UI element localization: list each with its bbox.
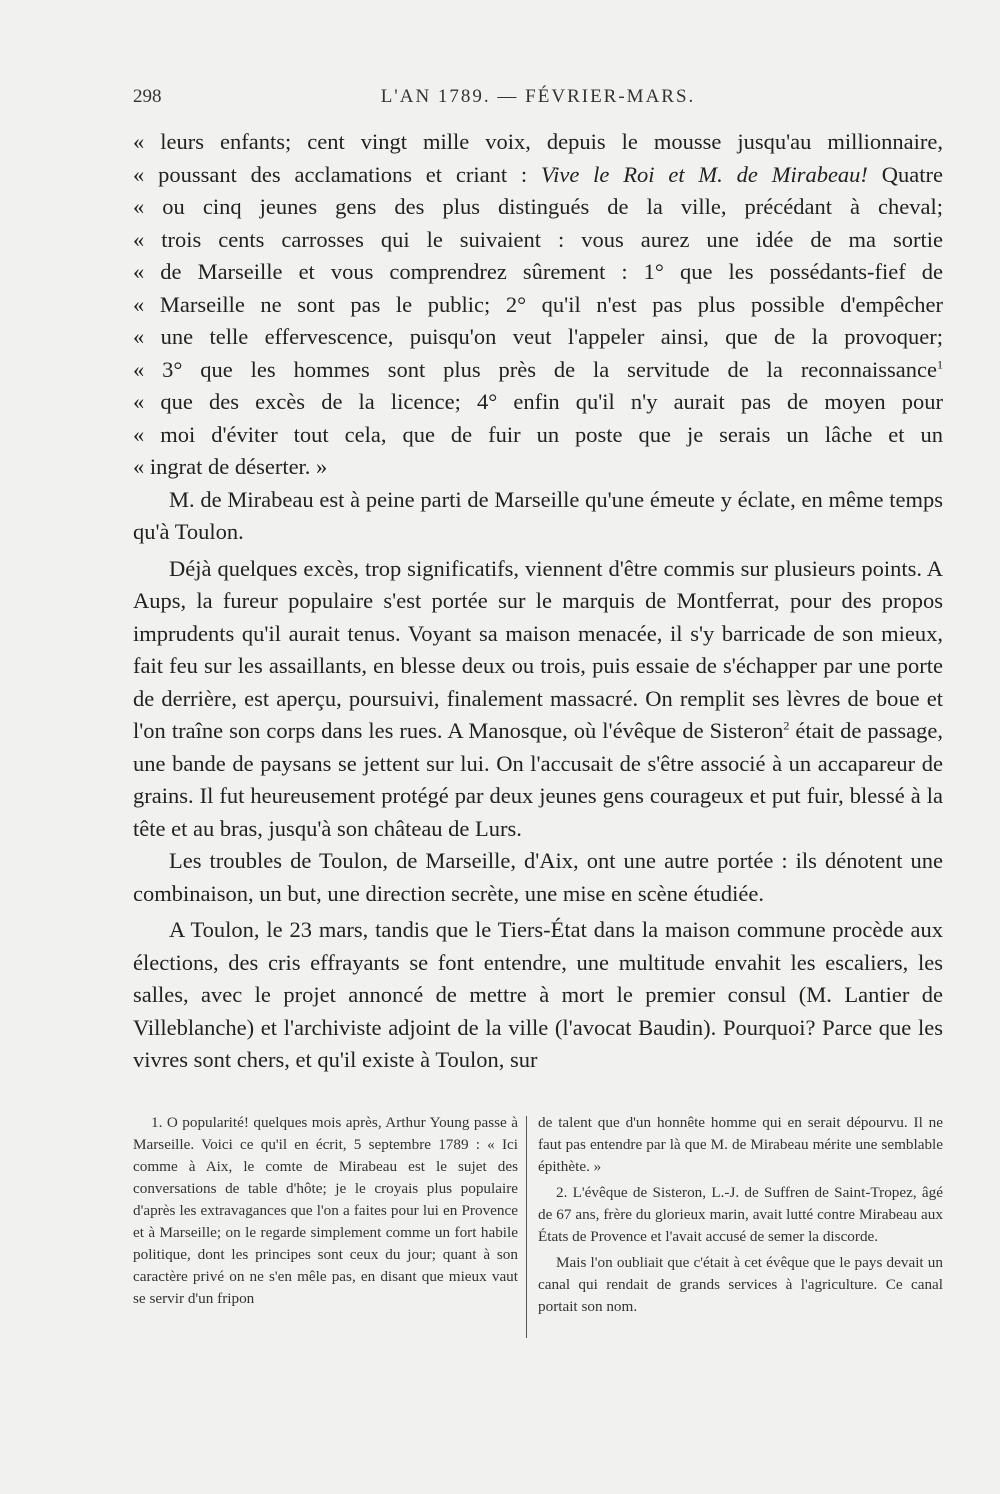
footnotes	[133, 1112, 943, 1342]
footnote-ref: 1	[937, 357, 943, 371]
paragraph	[133, 553, 943, 846]
footnote-column-right	[538, 1112, 943, 1322]
quote-line: « que des excès de la licence; 4° enfin qu'il n'y aurait pas de moyen pour	[133, 389, 943, 414]
footnote: 2. L'évêque de Sisteron, L.-J. de Suffren de Saint-Tropez, âgé de 67 ans, frère du glorieux marin, avait lutté contre Mirabeau aux États de Provence et l'avait accusé de semer la discorde.	[538, 1184, 943, 1245]
quote-line: « de Marseille et vous comprendrez sûrement : 1° que les possédants-fief de	[133, 259, 943, 284]
footnote-column-left	[133, 1112, 518, 1314]
quote-line: « Marseille ne sont pas le public; 2° qu'il n'est pas plus possible d'empêcher	[133, 291, 943, 317]
footnote: 1. O popularité! quelques mois après, Arthur Young passe à Marseille. Voici ce qu'il en écrit, 5 septembre 1789 : « Ici comme à Aix, le comte de Mirabeau est le sujet des conversations de table d'hôte; je le croyais plus populaire d'après les extravagances que l'on a faites pour lui en Provence et à Marseille; on le regarde simplement comme un fort habile politique, dont les principes sont ceux du jour; quant à son caractère privé on ne s'en mêle pas, en disant que mieux vaut se servir d'un fripon	[133, 1114, 518, 1307]
page-number: 298	[133, 86, 162, 107]
paragraph-text: Déjà quelques excès, trop significatifs, viennent d'être commis sur plusieurs points. A Aups, la fureur populaire s'est portée sur le marquis de Montferrat, pour des propos imprudents qu'il aurait tenus. Voyant sa maison menacée, il s'y barricade de son mieux, fait feu sur les assaillants, en blesse deux ou trois, puis essaie de s'échapper par une porte de derrière, est aperçu, poursuivi, finalement massacré. On remplit ses lèvres de boue et l'on traîne son corps dans les rues. A Manosque, où l'évêque de Sisteron	[133, 555, 943, 743]
quote-line: « trois cents carrosses qui le suivaient : vous aurez une idée de ma sortie	[133, 226, 943, 252]
footnote-ref: 2	[783, 718, 790, 733]
footnote: de talent que d'un honnête homme qui en serait dépourvu. Il ne faut pas entendre par là que M. de Mirabeau mérite une semblable épithète. »	[538, 1114, 943, 1175]
quote-line: « ingrat de déserter. »	[133, 454, 328, 479]
quote-line	[133, 354, 943, 387]
main-text	[133, 126, 943, 1077]
quote-italic: Vive le Roi et M. de Mirabeau!	[541, 161, 868, 187]
column-divider	[526, 1116, 527, 1338]
quote-line-text: « 3° que les hommes sont plus près de la servitude de la reconnaissance	[133, 356, 937, 382]
quote-line: « ou cinq jeunes gens des plus distingués de la ville, précédant à cheval;	[133, 194, 943, 219]
quote-line-text: « poussant des acclamations et criant :	[133, 161, 542, 187]
paragraph: A Toulon, le 23 mars, tandis que le Tiers-État dans la maison commune procède aux élections, des cris effrayants se font entendre, une multitude envahit les escaliers, les salles, avec le projet annoncé de mettre à mort le premier consul (M. Lantier de Villeblanche) et l'archiviste adjoint de la ville (l'avocat Baudin). Pourquoi? Parce que les vivres sont chers, et qu'il existe à Toulon, sur	[133, 917, 943, 1072]
running-title: L'AN 1789. — FÉVRIER-MARS.	[380, 86, 696, 107]
quote-line: « moi d'éviter tout cela, que de fuir un poste que je serais un lâche et un	[133, 421, 943, 447]
quote-line: « leurs enfants; cent vingt mille voix, depuis le mousse jusqu'au millionnaire,	[133, 129, 943, 154]
paragraph: M. de Mirabeau est à peine parti de Marseille qu'une émeute y éclate, en même temps qu'à Toulon.	[133, 486, 943, 544]
quotation-block	[133, 126, 943, 484]
quote-line: « une telle effervescence, puisqu'on veut l'appeler ainsi, que de la provoquer;	[133, 324, 943, 349]
quote-line-end: Quatre	[867, 161, 943, 187]
quote-line	[133, 159, 943, 192]
paragraph: Les troubles de Toulon, de Marseille, d'Aix, ont une autre portée : ils dénotent une combinaison, un but, une direction secrète, une mise en scène étudiée.	[133, 848, 943, 906]
page-header	[133, 86, 943, 116]
footnote: Mais l'on oubliait que c'était à cet évêque que le pays devait un canal qui rendait de grands services à l'agriculture. Ce canal portait son nom.	[538, 1254, 943, 1315]
paragraph-text: était de passage, une bande de paysans se jettent sur lui. On l'accusait de s'être associé à un accapareur de grains. Il fut heureusement protégé par deux jeunes gens courageux et put fuir, blessé à la tête et au bras, jusqu'à son château de Lurs.	[133, 718, 943, 841]
